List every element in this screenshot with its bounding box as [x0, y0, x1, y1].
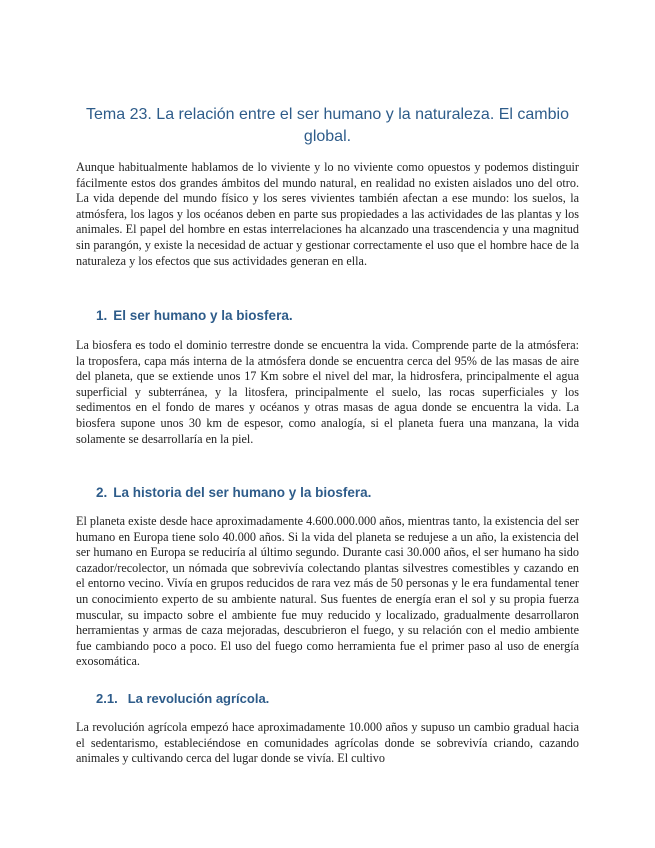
- subsection-title: La revolución agrícola.: [127, 691, 270, 706]
- subsection-heading-2-1: [96, 690, 269, 708]
- section-number: 1.: [96, 308, 108, 323]
- intro-paragraph: Aunque habitualmente hablamos de lo viviente y lo no viviente como opuestos y podemos distinguir fácilmente estos dos grandes ámbitos del mundo natural, en realidad no existen aislados uno del otro. La vida depende del mundo físico y los seres vivientes también afectan a ese mundo: los suelos, la atmósfera, los lagos y los océanos deben en parte sus propiedades a las actividades de las plantas y los animales. El papel del hombre en estas interrelaciones ha alcanzado una trascendencia y una magnitud sin parangón, y existe la necesidad de actuar y gestionar correctamente el uso que el hombre hace de la naturaleza y los efectos que sus actividades generan en ella.: [76, 160, 579, 268]
- section-1-paragraph: La biosfera es todo el dominio terrestre donde se encuentra la vida. Comprende parte de la atmósfera: la troposfera, capa más interna de la atmósfera donde se encuentra cerca del 95% de las masas de aire del planeta, que se extiende unos 17 Km sobre el nivel del mar, la hidrosfera, principalmente el agua superficial y subterránea, y la litosfera, principalmente el suelo, las rocas superficiales y los sedimentos en el fondo de mares y océanos y otras masas de agua donde se encuentra la vida. La biosfera supone unos 30 km de espesor, como analogía, si el planeta fuera una manzana, la vida solamente se desarrollaría en la piel.: [76, 338, 579, 446]
- section-title: El ser humano y la biosfera.: [113, 308, 293, 323]
- subsection-number: 2.1.: [96, 691, 118, 706]
- section-heading-1: [96, 307, 293, 325]
- section-2-paragraph: El planeta existe desde hace aproximadamente 4.600.000.000 años, mientras tanto, la existencia del ser humano en Europa tiene solo 40.000 años. Si la vida del planeta se redujese a un año, la existencia del ser humano en Europa se reduciría al último segundo. Durante casi 30.000 años, el ser humano ha sido cazador/recolector, un nómada que sobrevivía colectando plantas silvestres comestibles y cazando en el entorno vecino. Vivía en grupos reducidos de rara vez más de 50 personas y le era fundamental tener un conocimiento experto de su ambiente natural. Sus fuentes de energía eran el sol y su propia fuerza muscular, su impacto sobre el ambiente fue muy reducido y localizado, gradualmente desarrollaron herramientas y armas de caza mejoradas, descubrieron el fuego, y su relación con el medio ambiente fue cambiando poco a poco. El uso del fuego como herramienta fue el primer paso al uso de energía exosomática.: [76, 514, 579, 669]
- section-heading-2: [96, 484, 371, 502]
- subsection-2-1-paragraph: La revolución agrícola empezó hace aproximadamente 10.000 años y supuso un cambio gradual hacia el sedentarismo, estableciéndose en comunidades agrícolas donde se sobrevivía criando, cazando animales y cultivando cerca del lugar donde se vivía. El cultivo: [76, 720, 579, 766]
- document-title: Tema 23. La relación entre el ser humano y la naturaleza. El cambio global.: [86, 106, 569, 145]
- section-title: La historia del ser humano y la biosfera.: [113, 485, 372, 500]
- section-number: 2.: [96, 485, 108, 500]
